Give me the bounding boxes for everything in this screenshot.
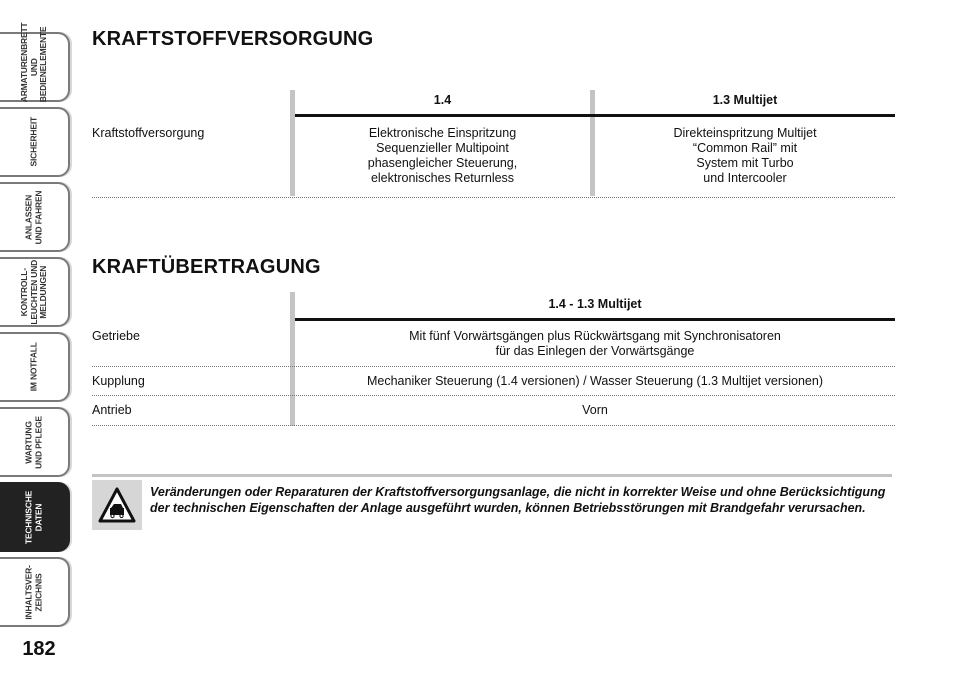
transmission-row-value [295, 374, 895, 389]
fuel-col2-value [595, 126, 895, 186]
tab-label: SICHERHEIT [28, 117, 39, 167]
value-line: Sequenzieller Multipoint [376, 141, 509, 155]
tab-anlassen[interactable] [0, 182, 70, 252]
value-line: “Common Rail” mit [692, 141, 798, 155]
tab-label: IM NOTFALL [28, 342, 39, 392]
row-separator [92, 366, 895, 367]
row-separator [92, 425, 895, 426]
tab-label: ANLASSEN UND FAHREN [23, 190, 43, 244]
tab-sicherheit[interactable] [0, 107, 70, 177]
value-line: System mit Turbo [696, 156, 794, 170]
tab-label: WARTUNG UND PFLEGE [23, 415, 43, 469]
transmission-heading: KRAFTÜBERTRAGUNG [92, 256, 321, 278]
transmission-row-value [295, 403, 895, 418]
row-separator [92, 197, 895, 198]
tab-im-notfall[interactable] [0, 332, 70, 402]
tab-technische-daten[interactable] [0, 482, 70, 552]
tab-armaturenbrett[interactable] [0, 22, 70, 102]
warning-triangle-icon [92, 480, 142, 530]
transmission-row-value [295, 329, 895, 359]
value-line: Elektronische Einspritzung [368, 126, 517, 140]
row-separator [92, 395, 895, 396]
tab-kontrollleuchten[interactable] [0, 257, 70, 327]
tab-label: TECHNISCHE DATEN [23, 490, 43, 544]
page-number: 182 [22, 638, 56, 660]
chapter-tabs [0, 0, 80, 678]
value-line: elektronisches Returnless [370, 171, 515, 185]
fuel-row-label: Kraftstoffversorgung [92, 126, 205, 140]
value-line: phasengleicher Steuerung, [367, 156, 518, 170]
fuel-col2-header: 1.3 Multijet [712, 93, 778, 107]
transmission-row-label: Antrieb [92, 403, 132, 417]
header-rule [295, 114, 895, 117]
transmission-header: 1.4 - 1.3 Multijet [548, 297, 642, 311]
tab-inhaltsverzeichnis[interactable] [0, 557, 70, 627]
fuel-col1-header: 1.4 [433, 93, 452, 107]
value-line: Direkteinspritzung Multijet [673, 126, 817, 140]
tab-label: INHALTSVER- ZEICHNIS [23, 564, 43, 620]
fuel-col1-value [295, 126, 590, 186]
value-line: für das Einlegen der Vorwärtsgänge [495, 344, 695, 358]
value-line: Mit fünf Vorwärtsgängen plus Rückwärtsgang mit Synchronisatoren [409, 329, 781, 343]
warning-text: Veränderungen oder Reparaturen der Kraftstoffversorgungsanlage, die nicht in korrekter Weise und ohne Berücksichtigung der technischen Eigenschaften der Anlage ausgeführt wurden, können Betriebsstörungen mit Brandgefahr verursachen. [150, 485, 886, 515]
value-line: Vorn [582, 403, 608, 417]
value-line: Mechaniker Steuerung (1.4 versionen) / Wasser Steuerung (1.3 Multijet versionen) [366, 374, 823, 388]
tab-wartung[interactable] [0, 407, 70, 477]
transmission-row-label: Getriebe [92, 329, 140, 343]
tab-label: ARMATURENBRETT UND BEDIENELEMENTE [18, 22, 48, 102]
transmission-row-label: Kupplung [92, 374, 145, 388]
tab-label: KONTROLL- LEUCHTEN UND MELDUNGEN [18, 259, 48, 325]
fuel-heading: KRAFTSTOFFVERSORGUNG [92, 28, 374, 50]
warning-rule [92, 474, 892, 477]
value-line: und Intercooler [703, 171, 787, 185]
header-rule [295, 318, 895, 321]
